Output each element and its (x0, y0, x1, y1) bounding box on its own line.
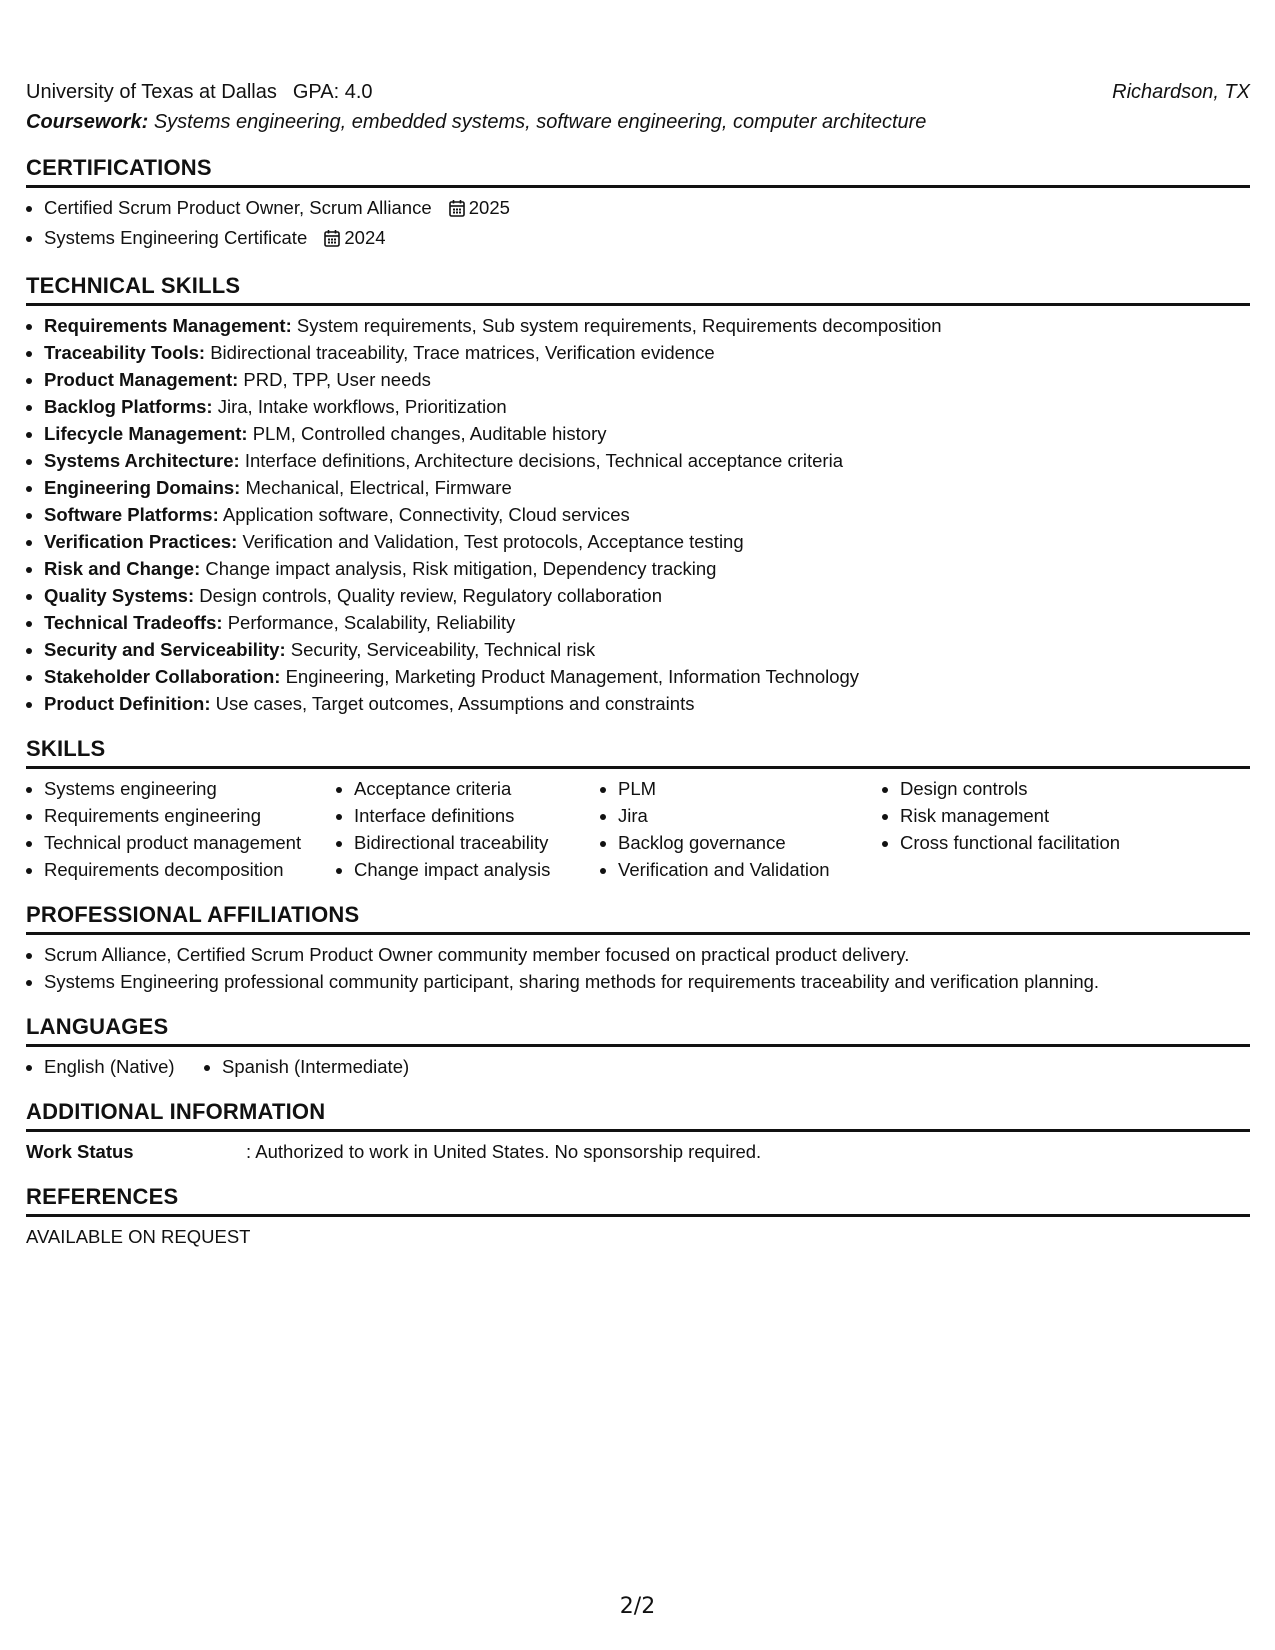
skill-item: • Interface definitions (354, 802, 600, 829)
calendar-icon (324, 227, 340, 254)
school-name: University of Texas at Dallas (26, 81, 277, 103)
education-location: Richardson, TX (1112, 81, 1250, 103)
technical-skill-text: Bidirectional traceability, Trace matrices, Verification evidence (210, 342, 715, 363)
technical-skill-item (44, 366, 1250, 393)
certifications-list (26, 194, 1250, 254)
technical-skill-item (44, 420, 1250, 447)
references-text: AVAILABLE ON REQUEST (26, 1226, 251, 1247)
technical-skill-label: Systems Architecture: (44, 450, 240, 471)
technical-skill-label: Security and Serviceability: (44, 639, 286, 660)
technical-skill-item (44, 609, 1250, 636)
skills-column (600, 775, 882, 883)
technical-skill-text: Engineering, Marketing Product Management, Information Technology (285, 666, 860, 687)
skill-item: • Risk management (900, 802, 1200, 829)
affiliation-item: • Scrum Alliance, Certified Scrum Product Owner community member focused on practical product delivery. (44, 941, 1250, 968)
technical-skill-text: Design controls, Quality review, Regulatory collaboration (199, 585, 662, 606)
technical-skill-label: Verification Practices: (44, 531, 238, 552)
technical-skill-item (44, 393, 1250, 420)
work-status-row (26, 1138, 1250, 1165)
technical-skill-item (44, 528, 1250, 555)
technical-skill-item (44, 447, 1250, 474)
additional-info-heading: ADDITIONAL INFORMATION (26, 1098, 1250, 1132)
skill-item: • Backlog governance (618, 829, 882, 856)
education-row (26, 78, 1250, 106)
skill-item: • Jira (618, 802, 882, 829)
technical-skill-text: Change impact analysis, Risk mitigation, Dependency tracking (205, 558, 717, 579)
language-item: • English (Native) (44, 1053, 204, 1080)
work-status-label: Work Status (26, 1141, 134, 1162)
technical-skill-text: Jira, Intake workflows, Prioritization (217, 396, 507, 417)
languages-column (204, 1053, 409, 1080)
skill-item: • Requirements engineering (44, 802, 336, 829)
certification-name: Systems Engineering Certificate (44, 227, 308, 248)
references-heading: REFERENCES (26, 1183, 1250, 1217)
coursework-text: Systems engineering, embedded systems, software engineering, computer architecture (153, 111, 927, 133)
certification-name: Certified Scrum Product Owner, Scrum Alliance (44, 197, 432, 218)
skill-item: • Change impact analysis (354, 856, 600, 883)
skill-item: • Bidirectional traceability (354, 829, 600, 856)
skills-column (336, 775, 600, 883)
technical-skill-label: Lifecycle Management: (44, 423, 248, 444)
technical-skill-label: Backlog Platforms: (44, 396, 213, 417)
technical-skill-label: Software Platforms: (44, 504, 219, 525)
technical-skill-item (44, 339, 1250, 366)
technical-skill-text: Use cases, Target outcomes, Assumptions and constraints (215, 693, 695, 714)
gpa: GPA: 4.0 (292, 81, 373, 103)
skill-item: • Design controls (900, 775, 1200, 802)
coursework (26, 108, 1250, 136)
technical-skill-label: Quality Systems: (44, 585, 195, 606)
coursework-label: Coursework: (26, 111, 149, 133)
technical-skill-text: PLM, Controlled changes, Auditable history (252, 423, 607, 444)
affiliations-list (26, 941, 1250, 995)
education-school-gpa (26, 78, 373, 106)
technical-skill-text: Security, Serviceability, Technical risk (290, 639, 596, 660)
technical-skill-item (44, 474, 1250, 501)
certifications-heading: CERTIFICATIONS (26, 154, 1250, 188)
languages-list (26, 1047, 1250, 1080)
technical-skill-item (44, 312, 1250, 339)
technical-skill-label: Traceability Tools: (44, 342, 206, 363)
languages-heading: LANGUAGES (26, 1013, 1250, 1047)
technical-skill-label: Product Definition: (44, 693, 211, 714)
technical-skill-item (44, 501, 1250, 528)
skill-item: • Acceptance criteria (354, 775, 600, 802)
work-status-value: : Authorized to work in United States. No sponsorship required. (246, 1141, 762, 1162)
technical-skill-item (44, 636, 1250, 663)
technical-skill-text: Application software, Connectivity, Cloud services (222, 504, 630, 525)
technical-skill-label: Stakeholder Collaboration: (44, 666, 281, 687)
certification-item (44, 194, 1250, 224)
certification-year: 2025 (468, 197, 510, 218)
technical-skills-heading: TECHNICAL SKILLS (26, 272, 1250, 306)
technical-skill-text: Performance, Scalability, Reliability (227, 612, 516, 633)
technical-skill-label: Requirements Management: (44, 315, 292, 336)
affiliation-item: • Systems Engineering professional community participant, sharing methods for requirements traceability and verification planning. (44, 968, 1250, 995)
technical-skill-item (44, 690, 1250, 717)
calendar-icon (449, 197, 465, 224)
page-number: 2/2 (619, 1594, 656, 1619)
skills-heading: SKILLS (26, 735, 1250, 769)
technical-skill-text: Verification and Validation, Test protocols, Acceptance testing (242, 531, 744, 552)
technical-skill-text: PRD, TPP, User needs (243, 369, 431, 390)
language-item: • Spanish (Intermediate) (222, 1053, 409, 1080)
technical-skill-text: Mechanical, Electrical, Firmware (245, 477, 512, 498)
skill-item: • Cross functional facilitation (900, 829, 1200, 856)
skill-item: • Verification and Validation (618, 856, 882, 883)
technical-skill-text: Interface definitions, Architecture decisions, Technical acceptance criteria (244, 450, 843, 471)
skills-column (26, 775, 336, 883)
resume-page (26, 78, 1250, 1250)
skill-item: • Technical product management (44, 829, 336, 856)
technical-skill-item (44, 582, 1250, 609)
technical-skills-list (26, 312, 1250, 717)
skill-item: • Systems engineering (44, 775, 336, 802)
technical-skill-item (44, 663, 1250, 690)
technical-skill-item (44, 555, 1250, 582)
languages-column (26, 1053, 204, 1080)
skill-item: • Requirements decomposition (44, 856, 336, 883)
skills-grid (26, 775, 1250, 883)
certification-year: 2024 (344, 227, 386, 248)
certification-item (44, 224, 1250, 254)
affiliations-heading: PROFESSIONAL AFFILIATIONS (26, 901, 1250, 935)
skill-item: • PLM (618, 775, 882, 802)
technical-skill-label: Engineering Domains: (44, 477, 241, 498)
technical-skill-label: Risk and Change: (44, 558, 201, 579)
technical-skill-label: Technical Tradeoffs: (44, 612, 223, 633)
technical-skill-label: Product Management: (44, 369, 239, 390)
technical-skill-text: System requirements, Sub system requirements, Requirements decomposition (296, 315, 942, 336)
skills-column (882, 775, 1200, 883)
